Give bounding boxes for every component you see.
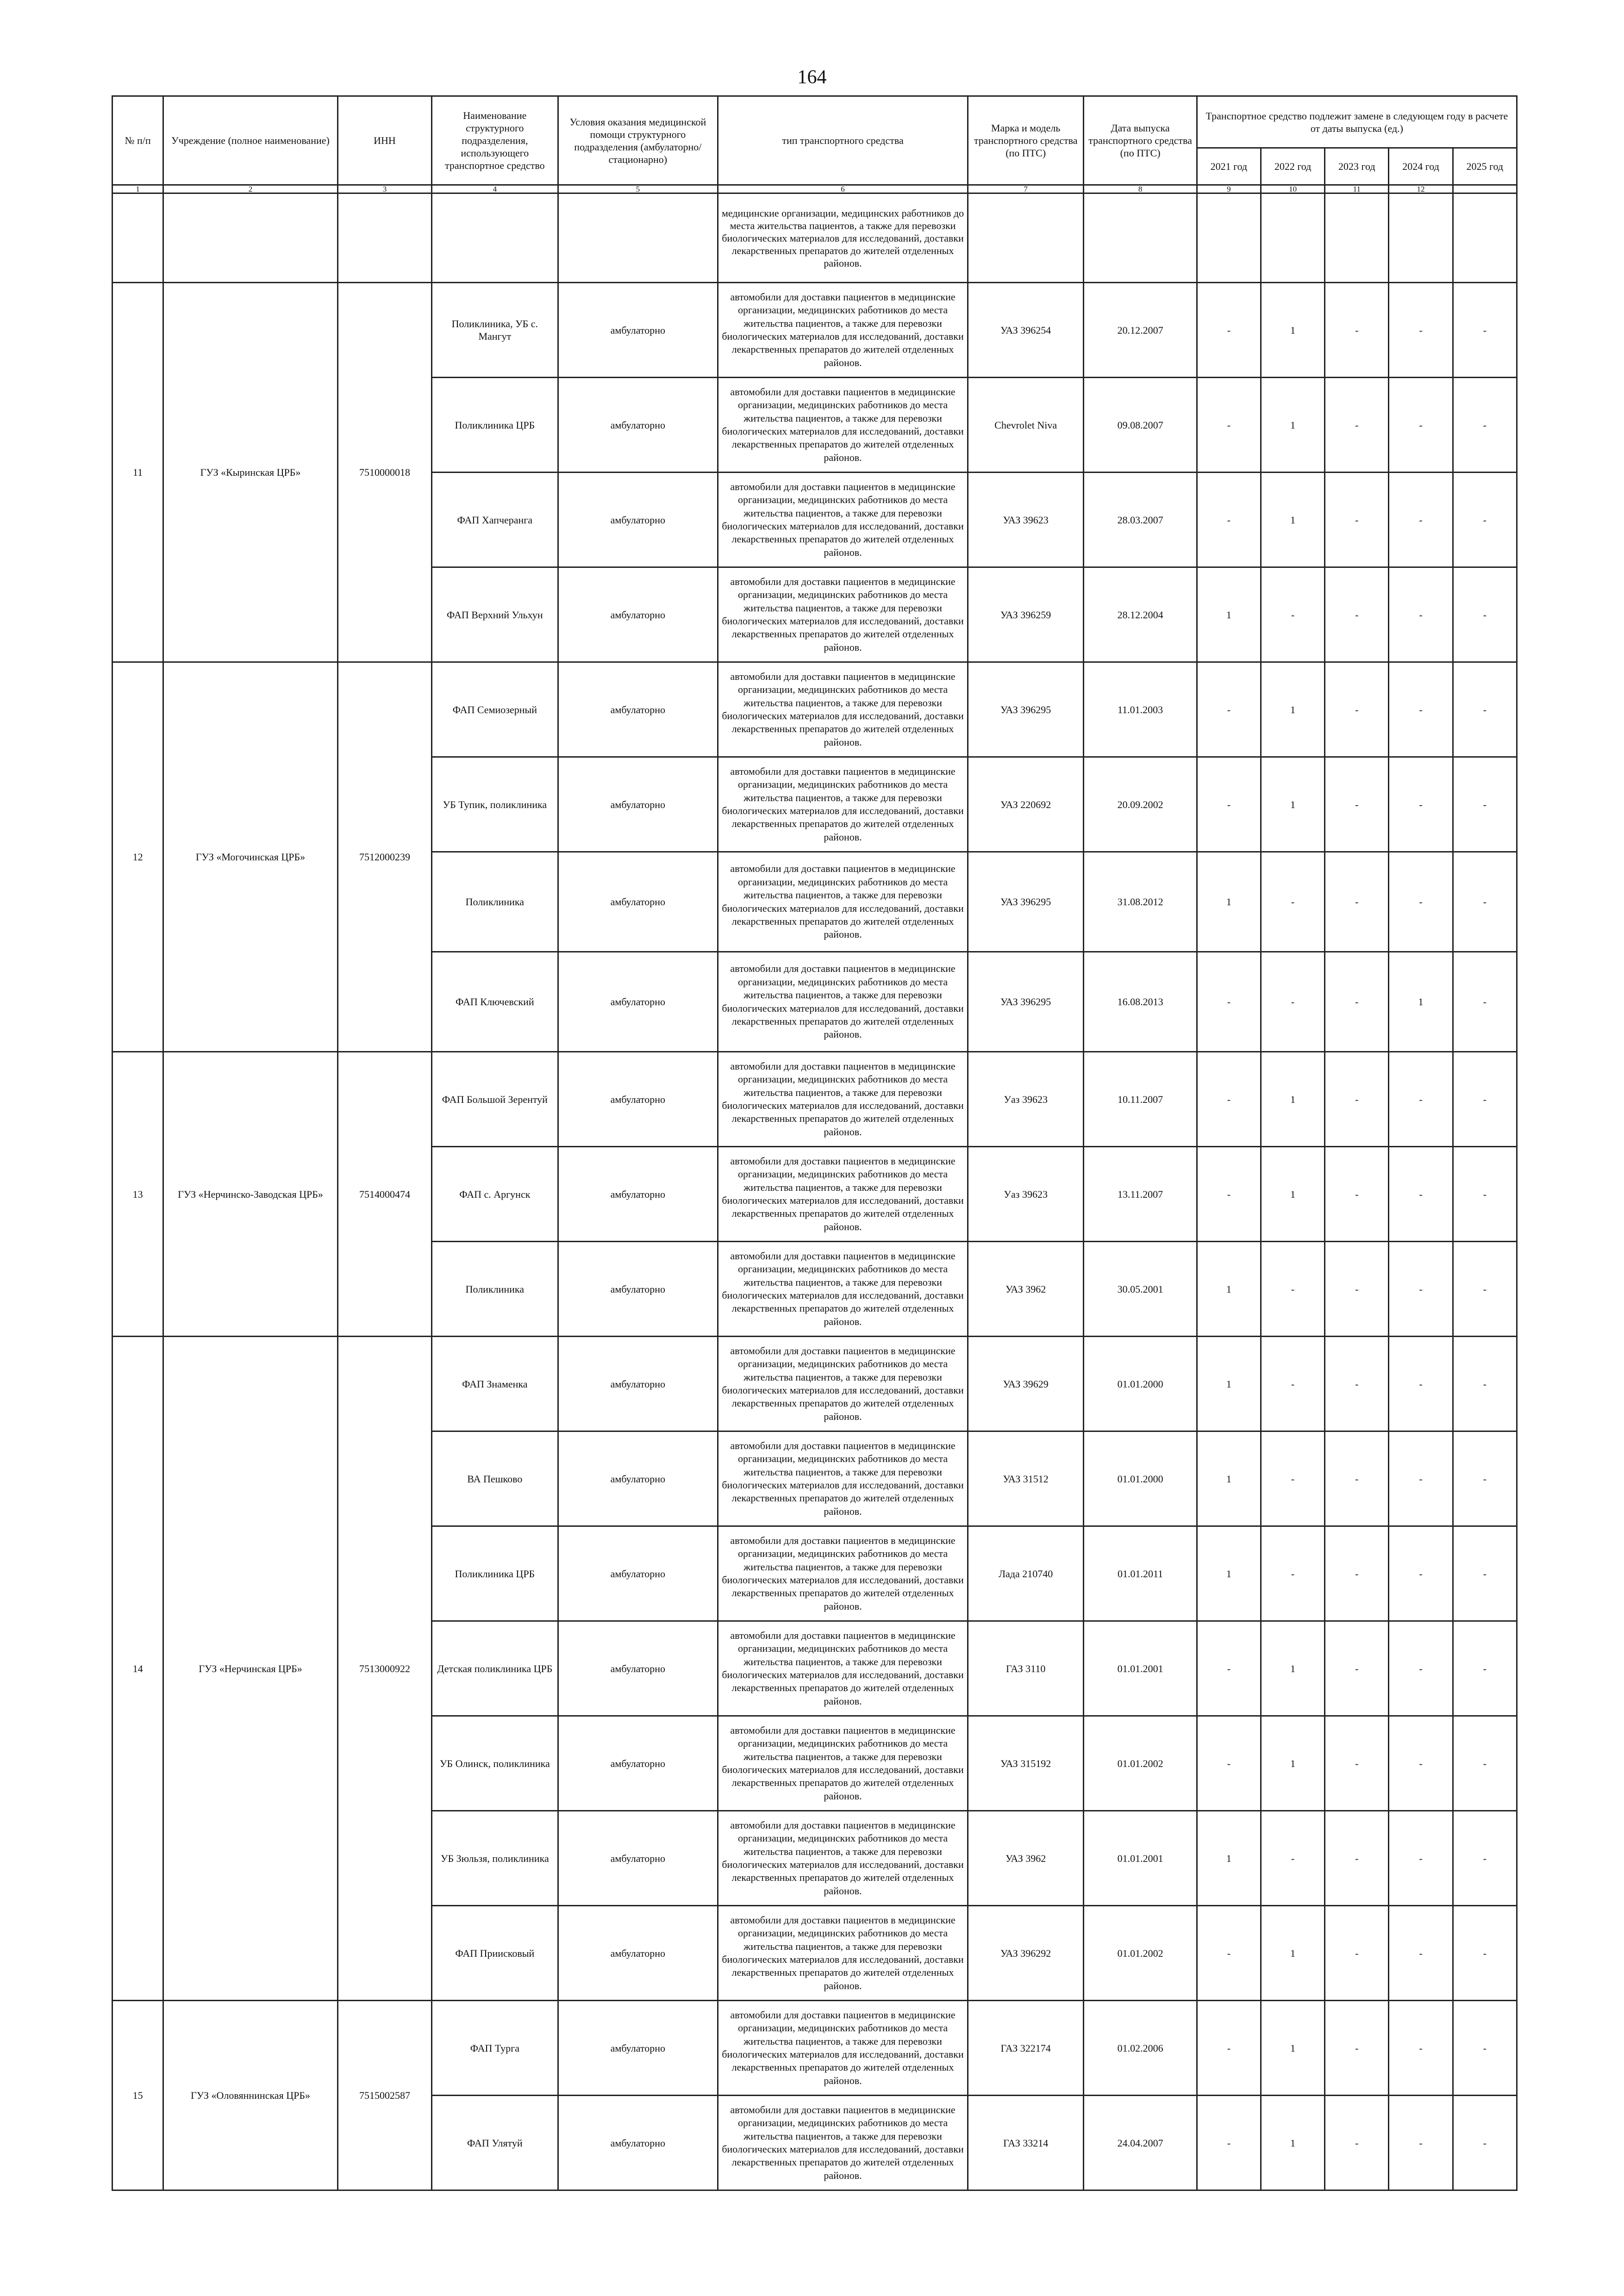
replace-2023-cell: - bbox=[1325, 1811, 1389, 1906]
unit-cell: ВА Пешково bbox=[432, 1431, 558, 1526]
replace-2021-cell: 1 bbox=[1197, 1242, 1261, 1337]
replace-2022-cell: - bbox=[1261, 1811, 1324, 1906]
conditions-cell: амбулаторно bbox=[558, 1147, 718, 1242]
replace-2022-cell: - bbox=[1261, 567, 1324, 662]
replace-2025-cell: - bbox=[1453, 473, 1517, 567]
replace-2021-cell: - bbox=[1197, 378, 1261, 473]
vehicle-type-cell: автомобили для доставки пациентов в медицинские организации, медицинских работников до места жительства пациентов, а также для перевозки биологических материалов для исследований, доставки лекарственных препаратов до жителей отделенных районов. bbox=[718, 1147, 968, 1242]
replace-2024-cell: - bbox=[1389, 1431, 1453, 1526]
replace-2022-cell: - bbox=[1261, 852, 1324, 952]
replace-2024-cell: - bbox=[1389, 662, 1453, 757]
conditions-cell: амбулаторно bbox=[558, 1431, 718, 1526]
release-date-cell: 01.01.2000 bbox=[1084, 1431, 1197, 1526]
unit-cell: УБ Олинск, поликлиника bbox=[432, 1716, 558, 1811]
replace-2025-cell: - bbox=[1453, 1431, 1517, 1526]
replace-2022-cell: 1 bbox=[1261, 2096, 1324, 2190]
continuation-row bbox=[112, 193, 1517, 283]
release-date-cell: 01.01.2001 bbox=[1084, 1811, 1197, 1906]
replace-2023-cell: - bbox=[1325, 1906, 1389, 2001]
replace-2021-cell: 1 bbox=[1197, 1337, 1261, 1431]
unit-cell: ФАП Хапчеранга bbox=[432, 473, 558, 567]
replace-2022-cell: 1 bbox=[1261, 1621, 1324, 1716]
replace-2024-cell: - bbox=[1389, 1052, 1453, 1147]
model-cell: УАЗ 31512 bbox=[968, 1431, 1083, 1526]
header-unit: Наименование структурного подразделения, использующего транспортное средство bbox=[432, 96, 558, 185]
vehicle-type-cell: автомобили для доставки пациентов в медицинские организации, медицинских работников до места жительства пациентов, а также для перевозки биологических материалов для исследований, доставки лекарственных препаратов до жителей отделенных районов. bbox=[718, 852, 968, 952]
model-cell: Chevrolet Niva bbox=[968, 378, 1083, 473]
replace-2025-cell: - bbox=[1453, 1337, 1517, 1431]
replace-2023-cell: - bbox=[1325, 1052, 1389, 1147]
replace-2024-cell: - bbox=[1389, 852, 1453, 952]
replace-2022-cell: 1 bbox=[1261, 1052, 1324, 1147]
replace-2025-cell: - bbox=[1453, 952, 1517, 1052]
release-date-cell: 01.01.2002 bbox=[1084, 1906, 1197, 2001]
replace-2021-cell: 1 bbox=[1197, 567, 1261, 662]
replace-2025-cell: - bbox=[1453, 1811, 1517, 1906]
unit-cell: Поликлиника ЦРБ bbox=[432, 378, 558, 473]
replace-2021-cell: 1 bbox=[1197, 1526, 1261, 1621]
header-model: Марка и модель транспортного средства (по ПТС) bbox=[968, 96, 1083, 185]
unit-cell: Детская поликлиника ЦРБ bbox=[432, 1621, 558, 1716]
replace-2023-cell: - bbox=[1325, 852, 1389, 952]
model-cell: УАЗ 39629 bbox=[968, 1337, 1083, 1431]
release-date-cell: 28.12.2004 bbox=[1084, 567, 1197, 662]
header-year: 2024 год bbox=[1389, 148, 1453, 185]
row-number-cell: 11 bbox=[112, 283, 163, 662]
vehicle-type-cell: автомобили для доставки пациентов в медицинские организации, медицинских работников до места жительства пациентов, а также для перевозки биологических материалов для исследований, доставки лекарственных препаратов до жителей отделенных районов. bbox=[718, 1052, 968, 1147]
replace-2025-cell: - bbox=[1453, 662, 1517, 757]
replace-2024-cell: - bbox=[1389, 283, 1453, 378]
conditions-cell: амбулаторно bbox=[558, 1811, 718, 1906]
release-date-cell: 20.12.2007 bbox=[1084, 283, 1197, 378]
conditions-cell: амбулаторно bbox=[558, 283, 718, 378]
vehicle-type-cell: автомобили для доставки пациентов в медицинские организации, медицинских работников до места жительства пациентов, а также для перевозки биологических материалов для исследований, доставки лекарственных препаратов до жителей отделенных районов. bbox=[718, 473, 968, 567]
vehicle-type-cell: автомобили для доставки пациентов в медицинские организации, медицинских работников до места жительства пациентов, а также для перевозки биологических материалов для исследований, доставки лекарственных препаратов до жителей отделенных районов. bbox=[718, 1811, 968, 1906]
replace-2024-cell: - bbox=[1389, 1526, 1453, 1621]
table-row bbox=[112, 2001, 1517, 2096]
replace-2024-cell: 1 bbox=[1389, 952, 1453, 1052]
vehicle-type-cell: автомобили для доставки пациентов в медицинские организации, медицинских работников до места жительства пациентов, а также для перевозки биологических материалов для исследований, доставки лекарственных препаратов до жителей отделенных районов. bbox=[718, 1621, 968, 1716]
replace-2025-cell: - bbox=[1453, 1716, 1517, 1811]
model-cell: УАЗ 396295 bbox=[968, 852, 1083, 952]
release-date-cell: 20.09.2002 bbox=[1084, 757, 1197, 852]
model-cell: ГАЗ 33214 bbox=[968, 2096, 1083, 2190]
replace-2022-cell: 1 bbox=[1261, 1906, 1324, 2001]
vehicle-type-cell: автомобили для доставки пациентов в медицинские организации, медицинских работников до места жительства пациентов, а также для перевозки биологических материалов для исследований, доставки лекарственных препаратов до жителей отделенных районов. bbox=[718, 1431, 968, 1526]
model-cell: УАЗ 3962 bbox=[968, 1242, 1083, 1337]
replace-2023-cell: - bbox=[1325, 2001, 1389, 2096]
replace-2021-cell: 1 bbox=[1197, 1811, 1261, 1906]
replace-2025-cell: - bbox=[1453, 1242, 1517, 1337]
conditions-cell: амбулаторно bbox=[558, 1337, 718, 1431]
column-number: 5 bbox=[558, 185, 718, 193]
unit-cell: УБ Зюльзя, поликлиника bbox=[432, 1811, 558, 1906]
model-cell: УАЗ 396295 bbox=[968, 952, 1083, 1052]
row-number-cell: 15 bbox=[112, 2001, 163, 2190]
unit-cell: ФАП Улятуй bbox=[432, 2096, 558, 2190]
model-cell: УАЗ 3962 bbox=[968, 1811, 1083, 1906]
unit-cell: ФАП Верхний Ульхун bbox=[432, 567, 558, 662]
release-date-cell: 24.04.2007 bbox=[1084, 2096, 1197, 2190]
replace-2021-cell: - bbox=[1197, 473, 1261, 567]
header-conditions: Условия оказания медицинской помощи структурного подразделения (амбулаторно/стационарно) bbox=[558, 96, 718, 185]
conditions-cell: амбулаторно bbox=[558, 662, 718, 757]
inn-cell: 7512000239 bbox=[337, 662, 431, 1052]
unit-cell: ФАП с. Аргунск bbox=[432, 1147, 558, 1242]
replace-2025-cell: - bbox=[1453, 1526, 1517, 1621]
replace-2023-cell: - bbox=[1325, 1337, 1389, 1431]
model-cell: ГАЗ 3110 bbox=[968, 1621, 1083, 1716]
release-date-cell: 01.02.2006 bbox=[1084, 2001, 1197, 2096]
replace-2021-cell: 1 bbox=[1197, 1431, 1261, 1526]
unit-cell: ФАП Приисковый bbox=[432, 1906, 558, 2001]
row-number-cell: 13 bbox=[112, 1052, 163, 1337]
replace-2024-cell: - bbox=[1389, 1147, 1453, 1242]
header-num: № п/п bbox=[112, 96, 163, 185]
replace-2021-cell: - bbox=[1197, 1621, 1261, 1716]
replace-2022-cell: 1 bbox=[1261, 1716, 1324, 1811]
conditions-cell: амбулаторно bbox=[558, 1242, 718, 1337]
column-number: 12 bbox=[1389, 185, 1453, 193]
vehicle-replacement-table bbox=[112, 95, 1518, 2191]
replace-2021-cell: - bbox=[1197, 2096, 1261, 2190]
institution-cell: ГУЗ «Могочинская ЦРБ» bbox=[163, 662, 338, 1052]
header-institution: Учреждение (полное наименование) bbox=[163, 96, 338, 185]
replace-2021-cell: - bbox=[1197, 1052, 1261, 1147]
replace-2023-cell: - bbox=[1325, 1526, 1389, 1621]
column-number: 2 bbox=[163, 185, 338, 193]
release-date-cell: 13.11.2007 bbox=[1084, 1147, 1197, 1242]
replace-2022-cell: 1 bbox=[1261, 757, 1324, 852]
inn-cell: 7513000922 bbox=[337, 1337, 431, 2001]
replace-2023-cell: - bbox=[1325, 1147, 1389, 1242]
replace-2024-cell: - bbox=[1389, 1906, 1453, 2001]
unit-cell: ФАП Знаменка bbox=[432, 1337, 558, 1431]
release-date-cell: 01.01.2011 bbox=[1084, 1526, 1197, 1621]
replace-2022-cell: - bbox=[1261, 952, 1324, 1052]
release-date-cell: 16.08.2013 bbox=[1084, 952, 1197, 1052]
unit-cell: Поликлиника ЦРБ bbox=[432, 1526, 558, 1621]
model-cell: УАЗ 396292 bbox=[968, 1906, 1083, 2001]
replace-2024-cell: - bbox=[1389, 378, 1453, 473]
model-cell: Уаз 39623 bbox=[968, 1052, 1083, 1147]
conditions-cell: амбулаторно bbox=[558, 1716, 718, 1811]
release-date-cell: 01.01.2000 bbox=[1084, 1337, 1197, 1431]
vehicle-type-cell: автомобили для доставки пациентов в медицинские организации, медицинских работников до места жительства пациентов, а также для перевозки биологических материалов для исследований, доставки лекарственных препаратов до жителей отделенных районов. bbox=[718, 952, 968, 1052]
vehicle-type-cell: медицинские организации, медицинских работников до места жительства пациентов, а также для перевозки биологических материалов для исследований, доставки лекарственных препаратов до жителей отделенных районов. bbox=[718, 193, 968, 283]
inn-cell: 7514000474 bbox=[337, 1052, 431, 1337]
column-number: 6 bbox=[718, 185, 968, 193]
replace-2022-cell: - bbox=[1261, 1242, 1324, 1337]
conditions-cell: амбулаторно bbox=[558, 2001, 718, 2096]
replace-2025-cell: - bbox=[1453, 378, 1517, 473]
replace-2022-cell: - bbox=[1261, 1337, 1324, 1431]
vehicle-type-cell: автомобили для доставки пациентов в медицинские организации, медицинских работников до места жительства пациентов, а также для перевозки биологических материалов для исследований, доставки лекарственных препаратов до жителей отделенных районов. bbox=[718, 283, 968, 378]
unit-cell: Поликлиника bbox=[432, 852, 558, 952]
table-row bbox=[112, 283, 1517, 378]
replace-2023-cell: - bbox=[1325, 283, 1389, 378]
replace-2025-cell: - bbox=[1453, 283, 1517, 378]
replace-2023-cell: - bbox=[1325, 2096, 1389, 2190]
table-row bbox=[112, 1052, 1517, 1147]
replace-2025-cell: - bbox=[1453, 1052, 1517, 1147]
release-date-cell: 09.08.2007 bbox=[1084, 378, 1197, 473]
column-number: 3 bbox=[337, 185, 431, 193]
inn-cell: 7515002587 bbox=[337, 2001, 431, 2190]
replace-2025-cell: - bbox=[1453, 1147, 1517, 1242]
model-cell: УАЗ 396254 bbox=[968, 283, 1083, 378]
replace-2023-cell: - bbox=[1325, 1242, 1389, 1337]
replace-2021-cell: - bbox=[1197, 1716, 1261, 1811]
replace-2025-cell: - bbox=[1453, 567, 1517, 662]
model-cell: ГАЗ 322174 bbox=[968, 2001, 1083, 2096]
replace-2022-cell: 1 bbox=[1261, 662, 1324, 757]
unit-cell: Поликлиника bbox=[432, 1242, 558, 1337]
header-year: 2023 год bbox=[1325, 148, 1389, 185]
replace-2021-cell: - bbox=[1197, 662, 1261, 757]
replace-2021-cell: 1 bbox=[1197, 852, 1261, 952]
model-cell: УАЗ 220692 bbox=[968, 757, 1083, 852]
replace-2023-cell: - bbox=[1325, 1431, 1389, 1526]
inn-cell: 7510000018 bbox=[337, 283, 431, 662]
column-number: 10 bbox=[1261, 185, 1324, 193]
header-inn: ИНН bbox=[337, 96, 431, 185]
vehicle-type-cell: автомобили для доставки пациентов в медицинские организации, медицинских работников до места жительства пациентов, а также для перевозки биологических материалов для исследований, доставки лекарственных препаратов до жителей отделенных районов. bbox=[718, 2096, 968, 2190]
conditions-cell: амбулаторно bbox=[558, 567, 718, 662]
vehicle-type-cell: автомобили для доставки пациентов в медицинские организации, медицинских работников до места жительства пациентов, а также для перевозки биологических материалов для исследований, доставки лекарственных препаратов до жителей отделенных районов. bbox=[718, 2001, 968, 2096]
conditions-cell: амбулаторно bbox=[558, 757, 718, 852]
vehicle-type-cell: автомобили для доставки пациентов в медицинские организации, медицинских работников до места жительства пациентов, а также для перевозки биологических материалов для исследований, доставки лекарственных препаратов до жителей отделенных районов. bbox=[718, 662, 968, 757]
replace-2022-cell: 1 bbox=[1261, 378, 1324, 473]
replace-2024-cell: - bbox=[1389, 1337, 1453, 1431]
replace-2024-cell: - bbox=[1389, 2001, 1453, 2096]
replace-2022-cell: 1 bbox=[1261, 283, 1324, 378]
column-number: 8 bbox=[1084, 185, 1197, 193]
header-year: 2021 год bbox=[1197, 148, 1261, 185]
conditions-cell: амбулаторно bbox=[558, 473, 718, 567]
model-cell: УАЗ 396259 bbox=[968, 567, 1083, 662]
replace-2021-cell: - bbox=[1197, 283, 1261, 378]
replace-2023-cell: - bbox=[1325, 1716, 1389, 1811]
replace-2025-cell: - bbox=[1453, 852, 1517, 952]
vehicle-type-cell: автомобили для доставки пациентов в медицинские организации, медицинских работников до места жительства пациентов, а также для перевозки биологических материалов для исследований, доставки лекарственных препаратов до жителей отделенных районов. bbox=[718, 1716, 968, 1811]
conditions-cell: амбулаторно bbox=[558, 2096, 718, 2190]
replace-2024-cell: - bbox=[1389, 2096, 1453, 2190]
unit-cell: Поликлиника, УБ с. Мангут bbox=[432, 283, 558, 378]
replace-2023-cell: - bbox=[1325, 567, 1389, 662]
replace-2024-cell: - bbox=[1389, 1621, 1453, 1716]
unit-cell: ФАП Большой Зерентуй bbox=[432, 1052, 558, 1147]
unit-cell: УБ Тупик, поликлиника bbox=[432, 757, 558, 852]
replace-2021-cell: - bbox=[1197, 757, 1261, 852]
release-date-cell: 01.01.2002 bbox=[1084, 1716, 1197, 1811]
replace-2023-cell: - bbox=[1325, 662, 1389, 757]
replace-2025-cell: - bbox=[1453, 2096, 1517, 2190]
column-number bbox=[1453, 185, 1517, 193]
replace-2022-cell: 1 bbox=[1261, 2001, 1324, 2096]
vehicle-type-cell: автомобили для доставки пациентов в медицинские организации, медицинских работников до места жительства пациентов, а также для перевозки биологических материалов для исследований, доставки лекарственных препаратов до жителей отделенных районов. bbox=[718, 1337, 968, 1431]
unit-cell: ФАП Турга bbox=[432, 2001, 558, 2096]
conditions-cell: амбулаторно bbox=[558, 852, 718, 952]
model-cell: УАЗ 39623 bbox=[968, 473, 1083, 567]
replace-2021-cell: - bbox=[1197, 952, 1261, 1052]
vehicle-type-cell: автомобили для доставки пациентов в медицинские организации, медицинских работников до места жительства пациентов, а также для перевозки биологических материалов для исследований, доставки лекарственных препаратов до жителей отделенных районов. bbox=[718, 1242, 968, 1337]
conditions-cell: амбулаторно bbox=[558, 1526, 718, 1621]
release-date-cell: 31.08.2012 bbox=[1084, 852, 1197, 952]
vehicle-type-cell: автомобили для доставки пациентов в медицинские организации, медицинских работников до места жительства пациентов, а также для перевозки биологических материалов для исследований, доставки лекарственных препаратов до жителей отделенных районов. bbox=[718, 567, 968, 662]
replace-2025-cell: - bbox=[1453, 1906, 1517, 2001]
replace-2024-cell: - bbox=[1389, 757, 1453, 852]
replace-2024-cell: - bbox=[1389, 1716, 1453, 1811]
replace-2022-cell: - bbox=[1261, 1431, 1324, 1526]
header-year: 2025 год bbox=[1453, 148, 1517, 185]
model-cell: УАЗ 315192 bbox=[968, 1716, 1083, 1811]
model-cell: Лада 210740 bbox=[968, 1526, 1083, 1621]
header-type: тип транспортного средства bbox=[718, 96, 968, 185]
replace-2025-cell: - bbox=[1453, 757, 1517, 852]
replace-2021-cell: - bbox=[1197, 1906, 1261, 2001]
row-number-cell: 12 bbox=[112, 662, 163, 1052]
replace-2023-cell: - bbox=[1325, 952, 1389, 1052]
vehicle-type-cell: автомобили для доставки пациентов в медицинские организации, медицинских работников до места жительства пациентов, а также для перевозки биологических материалов для исследований, доставки лекарственных препаратов до жителей отделенных районов. bbox=[718, 378, 968, 473]
table-row bbox=[112, 1337, 1517, 1431]
column-number: 7 bbox=[968, 185, 1083, 193]
replace-2022-cell: 1 bbox=[1261, 473, 1324, 567]
replace-2022-cell: - bbox=[1261, 1526, 1324, 1621]
unit-cell: ФАП Ключевский bbox=[432, 952, 558, 1052]
institution-cell: ГУЗ «Нерчинско-Заводская ЦРБ» bbox=[163, 1052, 338, 1337]
vehicle-type-cell: автомобили для доставки пациентов в медицинские организации, медицинских работников до места жительства пациентов, а также для перевозки биологических материалов для исследований, доставки лекарственных препаратов до жителей отделенных районов. bbox=[718, 757, 968, 852]
model-cell: УАЗ 396295 bbox=[968, 662, 1083, 757]
replace-2023-cell: - bbox=[1325, 1621, 1389, 1716]
table-row bbox=[112, 662, 1517, 757]
replace-2024-cell: - bbox=[1389, 567, 1453, 662]
row-number-cell: 14 bbox=[112, 1337, 163, 2001]
replace-2021-cell: - bbox=[1197, 2001, 1261, 2096]
replace-2023-cell: - bbox=[1325, 757, 1389, 852]
replace-2024-cell: - bbox=[1389, 1242, 1453, 1337]
replace-2024-cell: - bbox=[1389, 473, 1453, 567]
column-number: 1 bbox=[112, 185, 163, 193]
unit-cell: ФАП Семиозерный bbox=[432, 662, 558, 757]
replace-2023-cell: - bbox=[1325, 378, 1389, 473]
institution-cell: ГУЗ «Кыринская ЦРБ» bbox=[163, 283, 338, 662]
model-cell: Уаз 39623 bbox=[968, 1147, 1083, 1242]
conditions-cell: амбулаторно bbox=[558, 1621, 718, 1716]
conditions-cell: амбулаторно bbox=[558, 1052, 718, 1147]
conditions-cell: амбулаторно bbox=[558, 952, 718, 1052]
replace-2022-cell: 1 bbox=[1261, 1147, 1324, 1242]
conditions-cell: амбулаторно bbox=[558, 378, 718, 473]
release-date-cell: 10.11.2007 bbox=[1084, 1052, 1197, 1147]
replace-2021-cell: - bbox=[1197, 1147, 1261, 1242]
column-number: 9 bbox=[1197, 185, 1261, 193]
header-year: 2022 год bbox=[1261, 148, 1324, 185]
replace-2023-cell: - bbox=[1325, 473, 1389, 567]
institution-cell: ГУЗ «Оловяннинская ЦРБ» bbox=[163, 2001, 338, 2190]
release-date-cell: 01.01.2001 bbox=[1084, 1621, 1197, 1716]
vehicle-type-cell: автомобили для доставки пациентов в медицинские организации, медицинских работников до места жительства пациентов, а также для перевозки биологических материалов для исследований, доставки лекарственных препаратов до жителей отделенных районов. bbox=[718, 1526, 968, 1621]
header-date: Дата выпуска транспортного средства (по ПТС) bbox=[1084, 96, 1197, 185]
conditions-cell: амбулаторно bbox=[558, 1906, 718, 2001]
vehicle-type-cell: автомобили для доставки пациентов в медицинские организации, медицинских работников до места жительства пациентов, а также для перевозки биологических материалов для исследований, доставки лекарственных препаратов до жителей отделенных районов. bbox=[718, 1906, 968, 2001]
replace-2025-cell: - bbox=[1453, 1621, 1517, 1716]
institution-cell: ГУЗ «Нерчинская ЦРБ» bbox=[163, 1337, 338, 2001]
release-date-cell: 30.05.2001 bbox=[1084, 1242, 1197, 1337]
release-date-cell: 28.03.2007 bbox=[1084, 473, 1197, 567]
header-replace: Транспортное средство подлежит замене в следующем году в расчете от даты выпуска (ед.) bbox=[1197, 96, 1517, 148]
replace-2025-cell: - bbox=[1453, 2001, 1517, 2096]
column-number: 4 bbox=[432, 185, 558, 193]
page-number: 164 bbox=[797, 67, 827, 88]
column-number: 11 bbox=[1325, 185, 1389, 193]
replace-2024-cell: - bbox=[1389, 1811, 1453, 1906]
release-date-cell: 11.01.2003 bbox=[1084, 662, 1197, 757]
